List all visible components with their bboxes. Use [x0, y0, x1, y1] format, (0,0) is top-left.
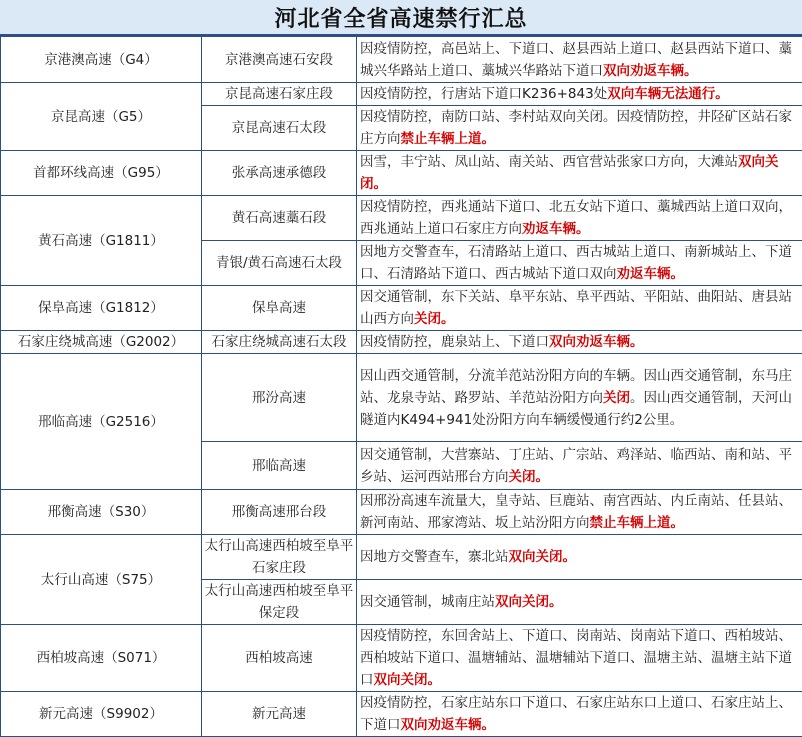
- section-name-cell: 邢衡高速邢台段: [202, 490, 357, 535]
- closure-detail-cell: [357, 692, 802, 737]
- status-highlight: 禁止车辆上道。: [401, 131, 496, 147]
- status-highlight: 关闭。: [509, 469, 550, 485]
- closure-detail-cell: [357, 442, 802, 490]
- closure-detail-cell: [357, 580, 802, 625]
- closure-detail-cell: [357, 535, 802, 580]
- detail-text: 因邢汾高速车流量大，皇寺站、巨鹿站、南宫西站、内丘南站、任县站、新河南站、邢家湾站、坂上站汾阳方向: [360, 493, 792, 531]
- closure-detail-cell: [357, 625, 802, 692]
- status-highlight: 劝返车辆。: [522, 221, 590, 237]
- detail-text: 因地方交警查车，石清路站上道口、西古城站上道口、南新城站上、下道口、石清路站下道口、西古城站下道口双向: [360, 244, 792, 282]
- table-row: [1, 83, 802, 106]
- section-name-cell: 太行山高速西柏坡至阜平保定段: [202, 580, 357, 625]
- closure-detail-cell: [357, 286, 802, 331]
- page-title: 河北省全省高速禁行汇总: [0, 0, 802, 36]
- road-name-cell: 新元高速（S9902）: [1, 692, 202, 737]
- detail-text: 因疫情防控，石家庄站东口下道口、石家庄站东口上道口、石家庄站上、下道口: [360, 695, 792, 733]
- status-highlight: 禁止车辆上道。: [590, 515, 685, 531]
- detail-text: 因疫情防控，鹿泉站上、下道口: [360, 334, 549, 350]
- status-highlight: 关闭: [603, 390, 630, 406]
- table-body: [1, 37, 802, 737]
- closure-detail-cell: [357, 241, 802, 286]
- status-highlight: 双向关闭。: [374, 672, 442, 688]
- detail-text: 因交通管制，城南庄站: [360, 594, 495, 610]
- table-row: [1, 196, 802, 241]
- detail-text: 因疫情防控，东回舍站上、下道口、岗南站、岗南站下道口、西柏坡站、西柏坡站下道口、温塘辅站、温塘辅站下道口、温塘主站、温塘主站下道口: [360, 628, 792, 688]
- table-row: [1, 331, 802, 354]
- section-name-cell: 邢汾高速: [202, 354, 357, 442]
- table-row: [1, 37, 802, 83]
- road-name-cell: 邢衡高速（S30）: [1, 490, 202, 535]
- road-name-cell: 石家庄绕城高速（G2002）: [1, 331, 202, 354]
- status-highlight: 双向劝返车辆。: [549, 334, 644, 350]
- section-name-cell: 西柏坡高速: [202, 625, 357, 692]
- closure-detail-cell: [357, 83, 802, 106]
- detail-text: 因交通管制，东下关站、阜平东站、阜平西站、平阳站、曲阳站、唐县站山西方向: [360, 289, 792, 327]
- road-name-cell: 京昆高速（G5）: [1, 83, 202, 151]
- closure-detail-cell: [357, 106, 802, 151]
- section-name-cell: 新元高速: [202, 692, 357, 737]
- detail-text: 因雪，丰宁站、凤山站、南关站、西官营站张家口方向，大滩站: [360, 154, 738, 170]
- closure-detail-cell: [357, 354, 802, 442]
- detail-text: 因地方交警查车，寨北站: [360, 549, 509, 565]
- closure-detail-cell: [357, 151, 802, 196]
- detail-text: 。因山西交通管制，天河山隧道内K494+941处汾阳方向车辆缓慢通行约2公里。: [360, 390, 792, 428]
- table-row: [1, 286, 802, 331]
- status-highlight: 双向关闭。: [360, 154, 779, 192]
- closure-table: [0, 36, 802, 737]
- status-highlight: 双向车辆无法通行。: [607, 86, 729, 102]
- road-name-cell: 首都环线高速（G95）: [1, 151, 202, 196]
- table-row: [1, 354, 802, 442]
- status-highlight: 双向劝返车辆。: [603, 63, 698, 79]
- status-highlight: 关闭。: [414, 311, 455, 327]
- road-name-cell: 邢临高速（G2516）: [1, 354, 202, 490]
- table-row: [1, 151, 802, 196]
- section-name-cell: 邢临高速: [202, 442, 357, 490]
- section-name-cell: 石家庄绕城高速石太段: [202, 331, 357, 354]
- closure-detail-cell: [357, 490, 802, 535]
- section-name-cell: 京昆高速石家庄段: [202, 83, 357, 106]
- road-name-cell: 京港澳高速（G4）: [1, 37, 202, 83]
- detail-text: 因山西交通管制，分流羊范站汾阳方向的车辆。因山西交通管制，东马庄站、龙泉寺站、路罗站、羊范站汾阳方向: [360, 368, 792, 406]
- status-highlight: 双向关闭。: [509, 549, 577, 565]
- section-name-cell: 太行山高速西柏坡至阜平石家庄段: [202, 535, 357, 580]
- section-name-cell: 黄石高速藁石段: [202, 196, 357, 241]
- section-name-cell: 京港澳高速石安段: [202, 37, 357, 83]
- section-name-cell: 青银/黄石高速石太段: [202, 241, 357, 286]
- detail-text: 因交通管制，大营寨站、丁庄站、广宗站、鸡泽站、临西站、南和站、平乡站、运河西站邢台方向: [360, 447, 792, 485]
- road-name-cell: 黄石高速（G1811）: [1, 196, 202, 286]
- section-name-cell: 京昆高速石太段: [202, 106, 357, 151]
- status-highlight: 劝返车辆。: [617, 266, 685, 282]
- status-highlight: 双向劝返车辆。: [401, 717, 496, 733]
- detail-text: 因疫情防控，高邑站上、下道口、赵县西站上道口、赵县西站下道口、藁城兴华路站上道口、藁城兴华路站下道口: [360, 41, 792, 79]
- table-row: [1, 535, 802, 580]
- detail-text: 因疫情防控，西兆通站下道口、北五女站下道口、藁城西站上道口双向，西兆通站上道口石家庄方向: [360, 199, 792, 237]
- detail-text: 因疫情防控，行唐站下道口K236+843处: [360, 86, 607, 102]
- table-row: [1, 692, 802, 737]
- table-row: [1, 490, 802, 535]
- table-row: [1, 625, 802, 692]
- section-name-cell: 保阜高速: [202, 286, 357, 331]
- section-name-cell: 张承高速承德段: [202, 151, 357, 196]
- closure-detail-cell: [357, 196, 802, 241]
- road-name-cell: 西柏坡高速（S071）: [1, 625, 202, 692]
- road-name-cell: 太行山高速（S75）: [1, 535, 202, 625]
- detail-text: 因疫情防控，南防口站、李村站双向关闭。因疫情防控，井陉矿区站石家庄方向: [360, 109, 792, 147]
- status-highlight: 双向关闭。: [495, 594, 563, 610]
- road-name-cell: 保阜高速（G1812）: [1, 286, 202, 331]
- closure-detail-cell: [357, 331, 802, 354]
- closure-detail-cell: [357, 37, 802, 83]
